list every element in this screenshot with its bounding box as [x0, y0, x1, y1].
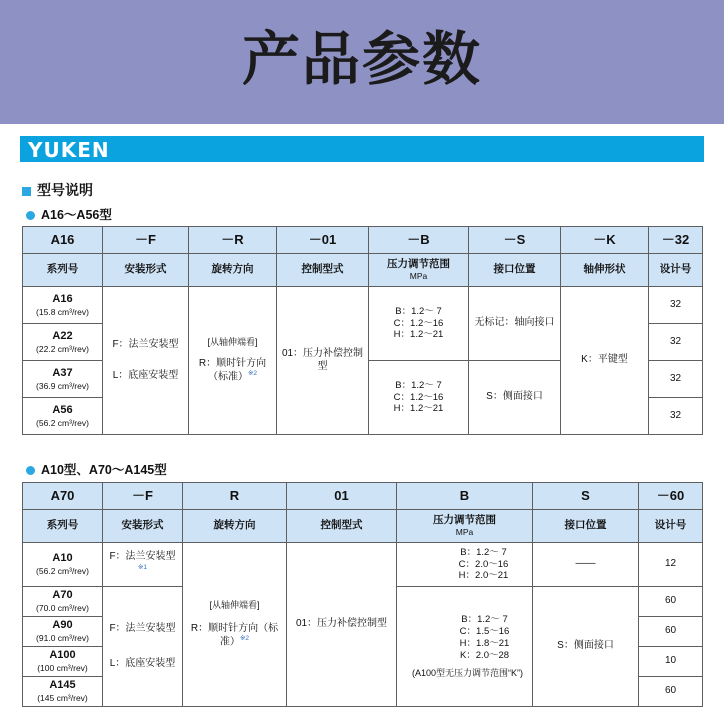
table2-model-3-name: A100 — [49, 649, 76, 662]
table1-pressure-top — [369, 287, 469, 361]
table1-port-top: 无标记：轴向接口 — [469, 287, 561, 361]
table1-name-5: 接口位置 — [469, 254, 561, 287]
table1-mount-l: L：底座安装型 — [112, 369, 179, 381]
table1-mount-f: F：法兰安装型 — [112, 339, 179, 350]
table2-design-0: 12 — [639, 543, 703, 587]
table1-name-7: 设计号 — [649, 254, 703, 287]
table2-design-2: 60 — [639, 617, 703, 647]
table2-design-1: 60 — [639, 587, 703, 617]
table2-rotation-note: [从轴伸端看] — [209, 599, 260, 610]
table1-pressure-top-2: H：1.2～21 — [393, 329, 444, 341]
table2-name-0: 系列号 — [23, 510, 103, 543]
table2-code-row — [23, 483, 703, 510]
table1-pressure-bottom — [369, 361, 469, 435]
table2-pressure-note: (A100型无压力调节范围“K”) — [411, 667, 523, 678]
table1-model-1-name: A22 — [52, 329, 73, 342]
table2-rotation-text: R：顺时针方向（标准） — [190, 622, 279, 648]
table1-name-row — [23, 254, 703, 287]
table2-code-6: －60 — [639, 483, 703, 510]
table1-name-1: 安装形式 — [103, 254, 189, 287]
circle-bullet-icon-2 — [26, 466, 35, 475]
table2-model-0-disp: (56.2 cm³/rev) — [36, 566, 89, 577]
brand-bar — [20, 136, 704, 162]
table2-model-2 — [23, 617, 103, 647]
table2-rotation-value — [185, 623, 284, 649]
table2-model-2-name: A90 — [52, 619, 73, 632]
table1-model-0-disp: (15.8 cm³/rev) — [36, 306, 89, 317]
table1-model-0-name: A16 — [52, 292, 73, 305]
table1-code-2: －R — [189, 227, 277, 254]
table2-control-cell: 01：压力补偿控制型 — [287, 543, 397, 707]
table2-name-5: 接口位置 — [533, 510, 639, 543]
table2-mount-a10 — [103, 543, 183, 587]
table1-pressure-bottom-0: B：1.2～ 7 — [395, 379, 442, 391]
table1-model-3 — [23, 398, 103, 435]
table1-pressure-bottom-2: H：1.2～21 — [393, 403, 444, 415]
table1-model-2-disp: (36.9 cm³/rev) — [36, 380, 89, 391]
subsection-1-label: A16～A56型 — [41, 208, 112, 222]
table1-name-4 — [369, 254, 469, 287]
spec-table-a16-a56 — [22, 226, 703, 435]
table1-pressure-top-1: C：1.2～16 — [393, 317, 444, 329]
table2-pressure-a10-2: H：2.0～21 — [458, 570, 509, 582]
section-heading-label: 型号说明 — [37, 182, 93, 198]
table2-code-4: B — [397, 483, 533, 510]
table2-port-a10: —— — [533, 543, 639, 587]
table2-name-row — [23, 510, 703, 543]
table1-code-5: －S — [469, 227, 561, 254]
table2-pressure-rest-1: C：1.5～16 — [459, 626, 510, 637]
table1-rotation-value — [191, 358, 274, 384]
table2-port-rest: S：侧面接口 — [533, 587, 639, 707]
table1-mount-cell — [103, 287, 189, 435]
table2-mount-a10-text: F：法兰安装型 — [109, 551, 176, 563]
table2-name-2: 旋转方向 — [183, 510, 287, 543]
page-title: 产品参数 — [241, 25, 482, 93]
table1-rotation-cell — [189, 287, 277, 435]
table2-mount-rest — [103, 587, 183, 707]
table1-pressure-top-0: B：1.2～ 7 — [395, 305, 442, 317]
yuken-logo: YUKEN — [28, 138, 110, 162]
section-heading-model-desc — [22, 180, 93, 200]
table2-model-0 — [23, 543, 103, 587]
table2-name-4 — [397, 510, 533, 543]
table2-mpa-unit: MPa — [455, 527, 474, 538]
table2-model-3-disp: (100 cm³/rev) — [37, 663, 88, 674]
square-bullet-icon — [22, 187, 31, 196]
table1-code-3: －01 — [277, 227, 369, 254]
table1-mpa-unit: MPa — [409, 271, 428, 282]
table2-pressure-a10 — [397, 543, 533, 587]
table1-design-3: 32 — [649, 398, 703, 435]
table2-code-3: 01 — [287, 483, 397, 510]
subsection-2-label: A10型、A70～A145型 — [41, 463, 167, 477]
table1-design-1: 32 — [649, 324, 703, 361]
table2-rotation-cell — [183, 543, 287, 707]
table1-design-0: 32 — [649, 287, 703, 324]
table1-model-3-name: A56 — [52, 403, 73, 416]
page-banner — [0, 0, 724, 124]
table1-model-2-name: A37 — [52, 366, 73, 379]
table1-design-2: 32 — [649, 361, 703, 398]
table1-model-1-disp: (22.2 cm³/rev) — [36, 343, 89, 354]
table2-code-0: A70 — [23, 483, 103, 510]
table1-rotation-text: R：顺时针方向（标准） — [198, 357, 267, 383]
table1-code-1: －F — [103, 227, 189, 254]
table2-pressure-rest-0: B：1.2～ 7 — [461, 614, 508, 626]
table1-name-3: 控制型式 — [277, 254, 369, 287]
table2-pressure-rest-3: K：2.0～28 — [459, 649, 510, 661]
table2-design-3: 10 — [639, 647, 703, 677]
table1-control-cell: 01：压力补偿控制型 — [277, 287, 369, 435]
table2-design-4: 60 — [639, 677, 703, 707]
table2-rotation-sup: ※2 — [239, 635, 250, 643]
table-row — [23, 543, 703, 587]
table2-model-1-disp: (70.0 cm³/rev) — [36, 603, 89, 614]
table2-mount-f: F：法兰安装型 — [109, 623, 176, 634]
table1-model-0 — [23, 287, 103, 324]
table1-rotation-note: [从轴伸端看] — [207, 336, 258, 347]
table2-model-4 — [23, 677, 103, 707]
table2-pressure-rest — [397, 587, 533, 707]
table1-code-6: －K — [561, 227, 649, 254]
table2-name-4-label: 压力调节范围 — [433, 514, 496, 527]
table2-model-1 — [23, 587, 103, 617]
table2-model-1-name: A70 — [52, 589, 73, 602]
table2-pressure-rest-2: H：1.8～21 — [459, 637, 510, 649]
table2-code-5: S — [533, 483, 639, 510]
table2-name-6: 设计号 — [639, 510, 703, 543]
table1-shaft-cell: K：平键型 — [561, 287, 649, 435]
table2-model-3 — [23, 647, 103, 677]
table2-model-2-disp: (91.0 cm³/rev) — [36, 633, 89, 644]
table1-name-4-label: 压力调节范围 — [387, 258, 450, 271]
table2-code-1: －F — [103, 483, 183, 510]
table1-code-0: A16 — [23, 227, 103, 254]
table2-name-1: 安装形式 — [103, 510, 183, 543]
table1-model-3-disp: (56.2 cm³/rev) — [36, 417, 89, 428]
table2-mount-l: L：底座安装型 — [109, 657, 176, 669]
table1-code-4: －B — [369, 227, 469, 254]
table2-model-4-disp: (145 cm³/rev) — [37, 693, 88, 704]
table1-pressure-bottom-1: C：1.2～16 — [393, 391, 444, 403]
table2-model-4-name: A145 — [49, 679, 76, 692]
table2-model-0-name: A10 — [52, 552, 73, 565]
spec-table-a10-a145 — [22, 482, 703, 707]
table2-code-2: R — [183, 483, 287, 510]
table1-model-2 — [23, 361, 103, 398]
table2-name-3: 控制型式 — [287, 510, 397, 543]
table1-port-bottom: S：侧面接口 — [469, 361, 561, 435]
table2-pressure-a10-0: B：1.2～ 7 — [460, 546, 507, 558]
table1-name-0: 系列号 — [23, 254, 103, 287]
table1-code-7: －32 — [649, 227, 703, 254]
table1-rotation-sup: ※2 — [247, 370, 258, 378]
table-row — [23, 287, 703, 324]
circle-bullet-icon — [26, 211, 35, 220]
subsection-heading-2 — [26, 460, 167, 478]
table1-name-6: 轴伸形状 — [561, 254, 649, 287]
table2-mount-a10-sup: ※1 — [137, 563, 148, 571]
table2-pressure-a10-1: C：2.0～16 — [458, 558, 509, 570]
table1-model-1 — [23, 324, 103, 361]
table1-code-row — [23, 227, 703, 254]
subsection-heading-1 — [26, 205, 112, 223]
table1-name-2: 旋转方向 — [189, 254, 277, 287]
